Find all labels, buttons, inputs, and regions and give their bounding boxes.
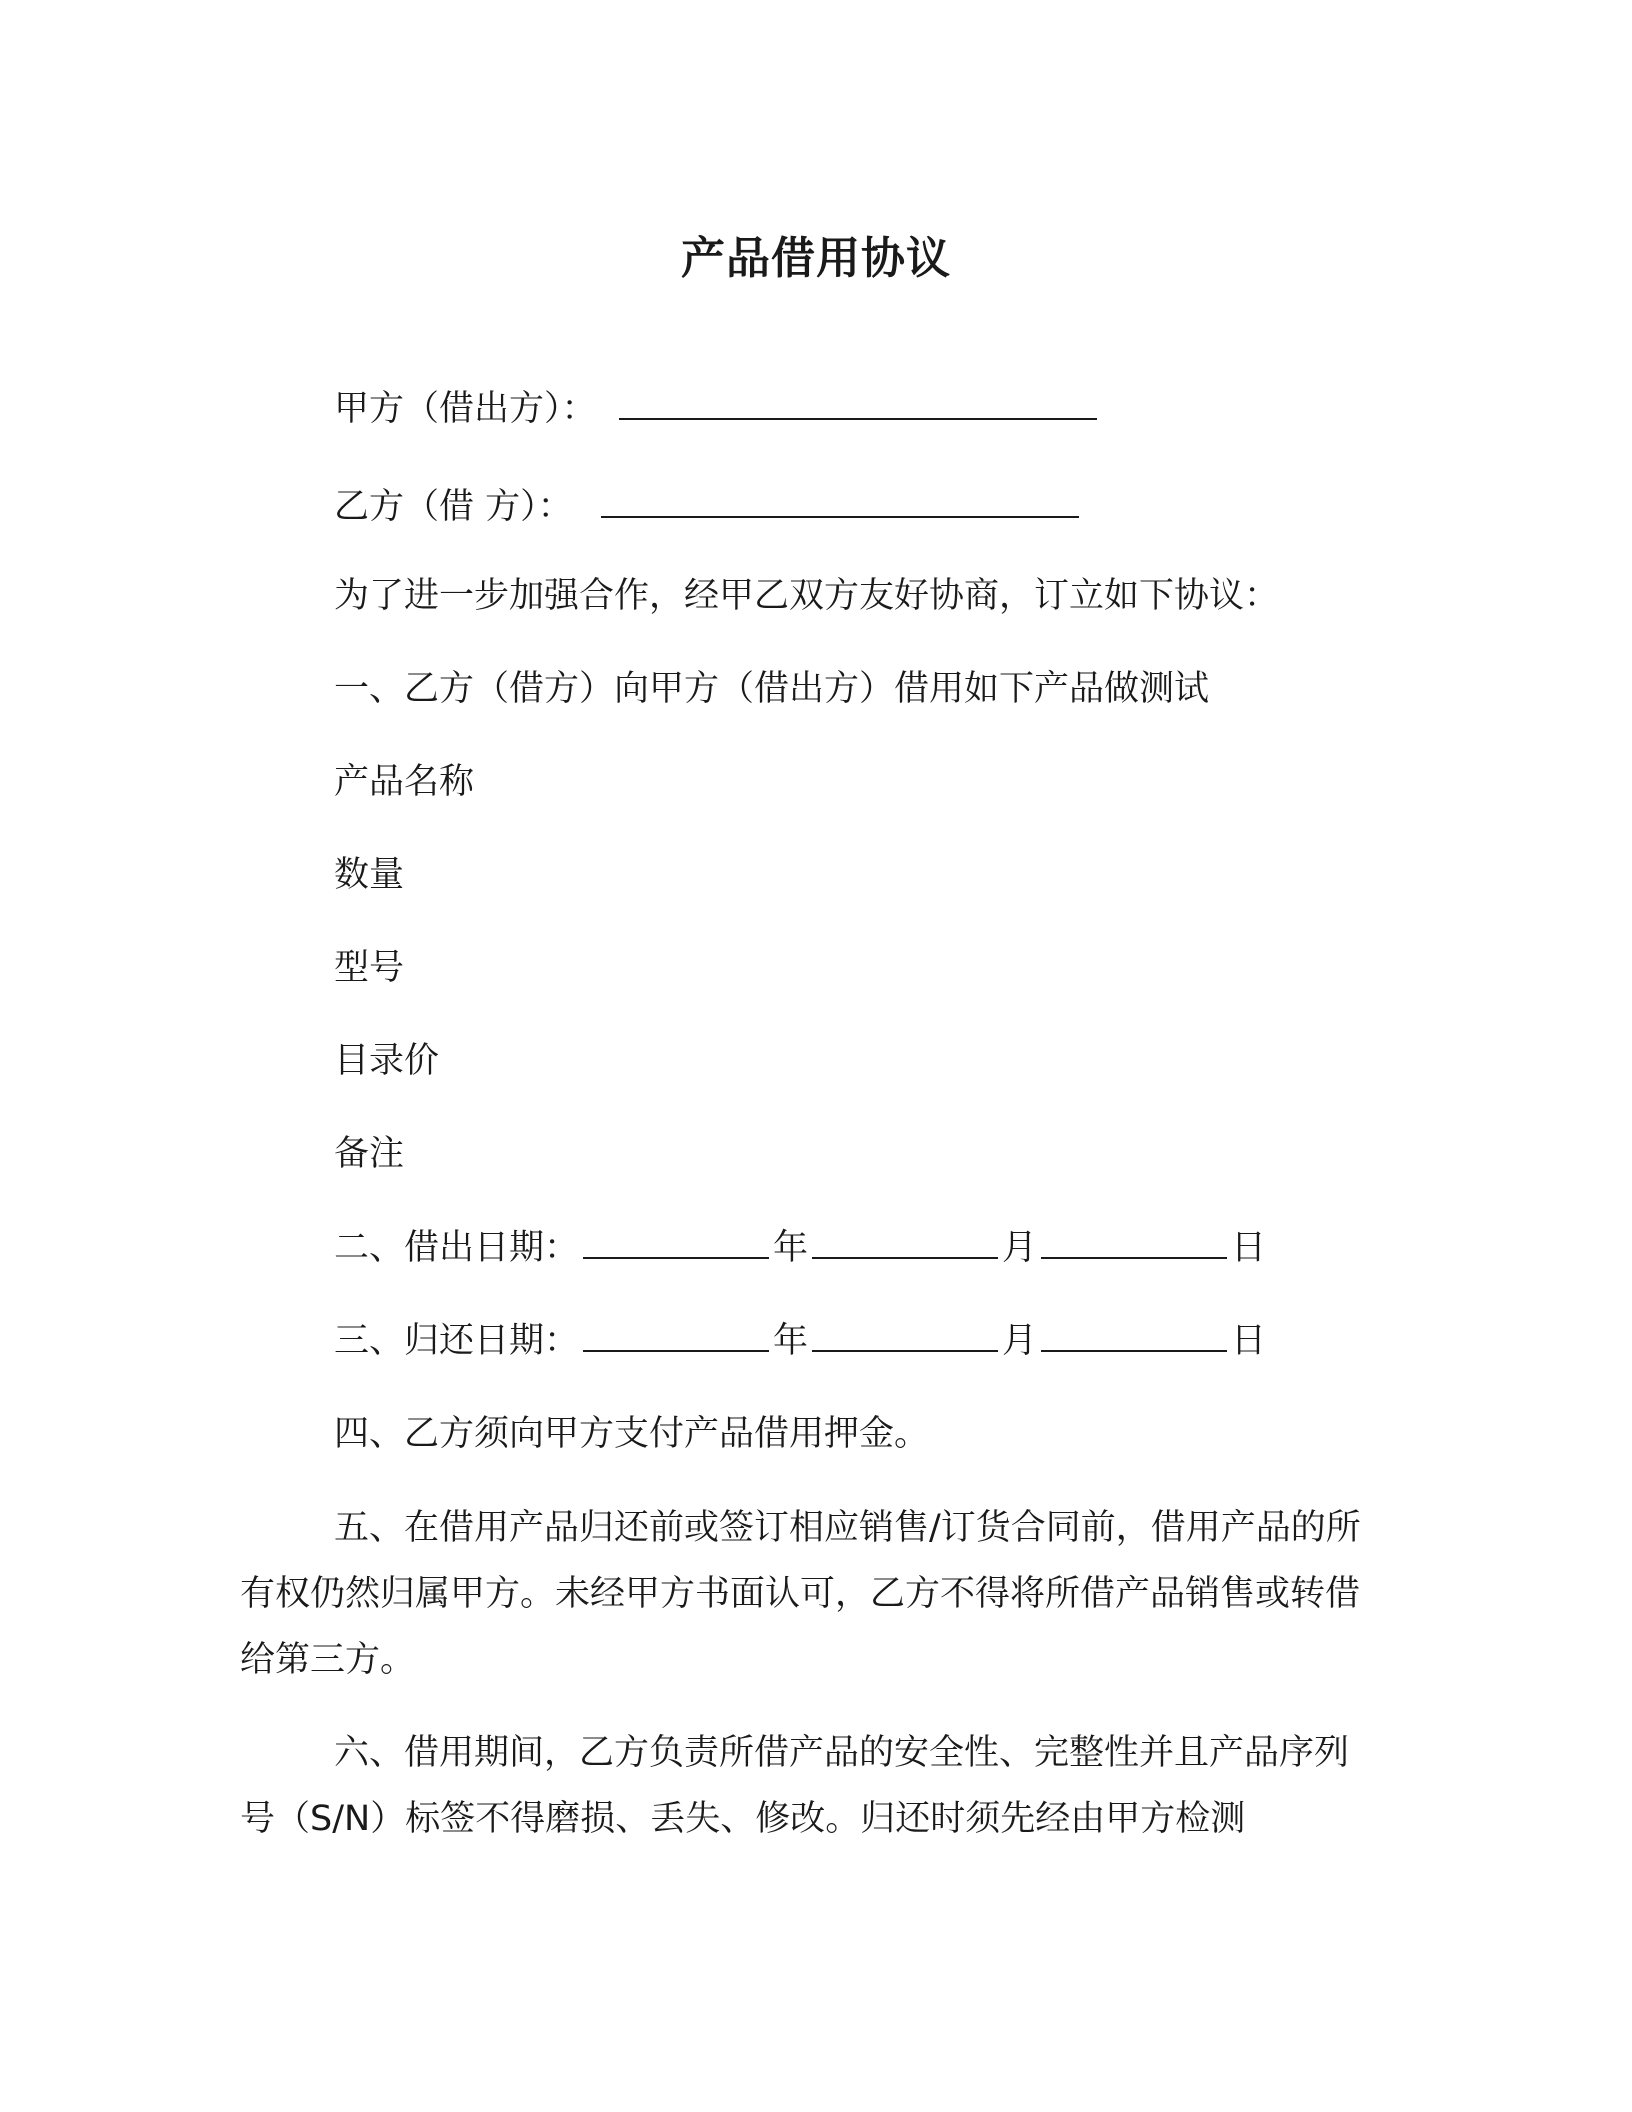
clause-4: 四、乙方须向甲方支付产品借用押金。 (334, 1414, 930, 1454)
intro-text: 为了进一步加强合作，经甲乙双方友好协商，订立如下协议： (334, 576, 1280, 616)
party-b-blank (601, 482, 1079, 518)
party-a-blank (619, 384, 1097, 420)
clause-2-year: 年 (773, 1228, 809, 1268)
lend-day-blank (1041, 1223, 1227, 1259)
field-quantity: 数量 (334, 855, 405, 895)
party-a-line (334, 384, 1097, 433)
document-title: 产品借用协议 (681, 233, 951, 284)
lend-month-blank (812, 1223, 998, 1259)
return-year-blank (583, 1316, 769, 1352)
party-a-label: 甲方（借出方）： (334, 389, 597, 429)
field-list-price: 目录价 (334, 1041, 440, 1081)
clause-2-day: 日 (1231, 1228, 1267, 1268)
party-b-label: 乙方（借 方）： (334, 487, 573, 527)
clause-3-day: 日 (1231, 1321, 1267, 1361)
clause-3-label: 三、归还日期： (334, 1321, 580, 1361)
lend-year-blank (583, 1223, 769, 1259)
clause-3-year: 年 (773, 1321, 809, 1361)
clause-3 (334, 1316, 1266, 1365)
clause-5: 五、在借用产品归还前或签订相应销售/订货合同前，借用产品的所有权仍然归属甲方。未经甲方书面认可，乙方不得将所借产品销售或转借给第三方。 (240, 1508, 1361, 1680)
clause-6: 六、借用期间，乙方负责所借产品的安全性、完整性并且产品序列号（S/N）标签不得磨损、丢失、修改。归还时须先经由甲方检测 (240, 1733, 1350, 1839)
clause-3-month: 月 (1002, 1321, 1038, 1361)
clause-2-month: 月 (1002, 1228, 1038, 1268)
return-day-blank (1041, 1316, 1227, 1352)
field-remarks: 备注 (334, 1134, 405, 1174)
field-model: 型号 (334, 948, 405, 988)
clause-2-label: 二、借出日期： (334, 1228, 580, 1268)
return-month-blank (812, 1316, 998, 1352)
party-b-line (334, 482, 1079, 531)
clause-1: 一、乙方（借方）向甲方（借出方）借用如下产品做测试 (334, 669, 1210, 709)
clause-2 (334, 1223, 1266, 1272)
field-product-name: 产品名称 (334, 762, 475, 802)
